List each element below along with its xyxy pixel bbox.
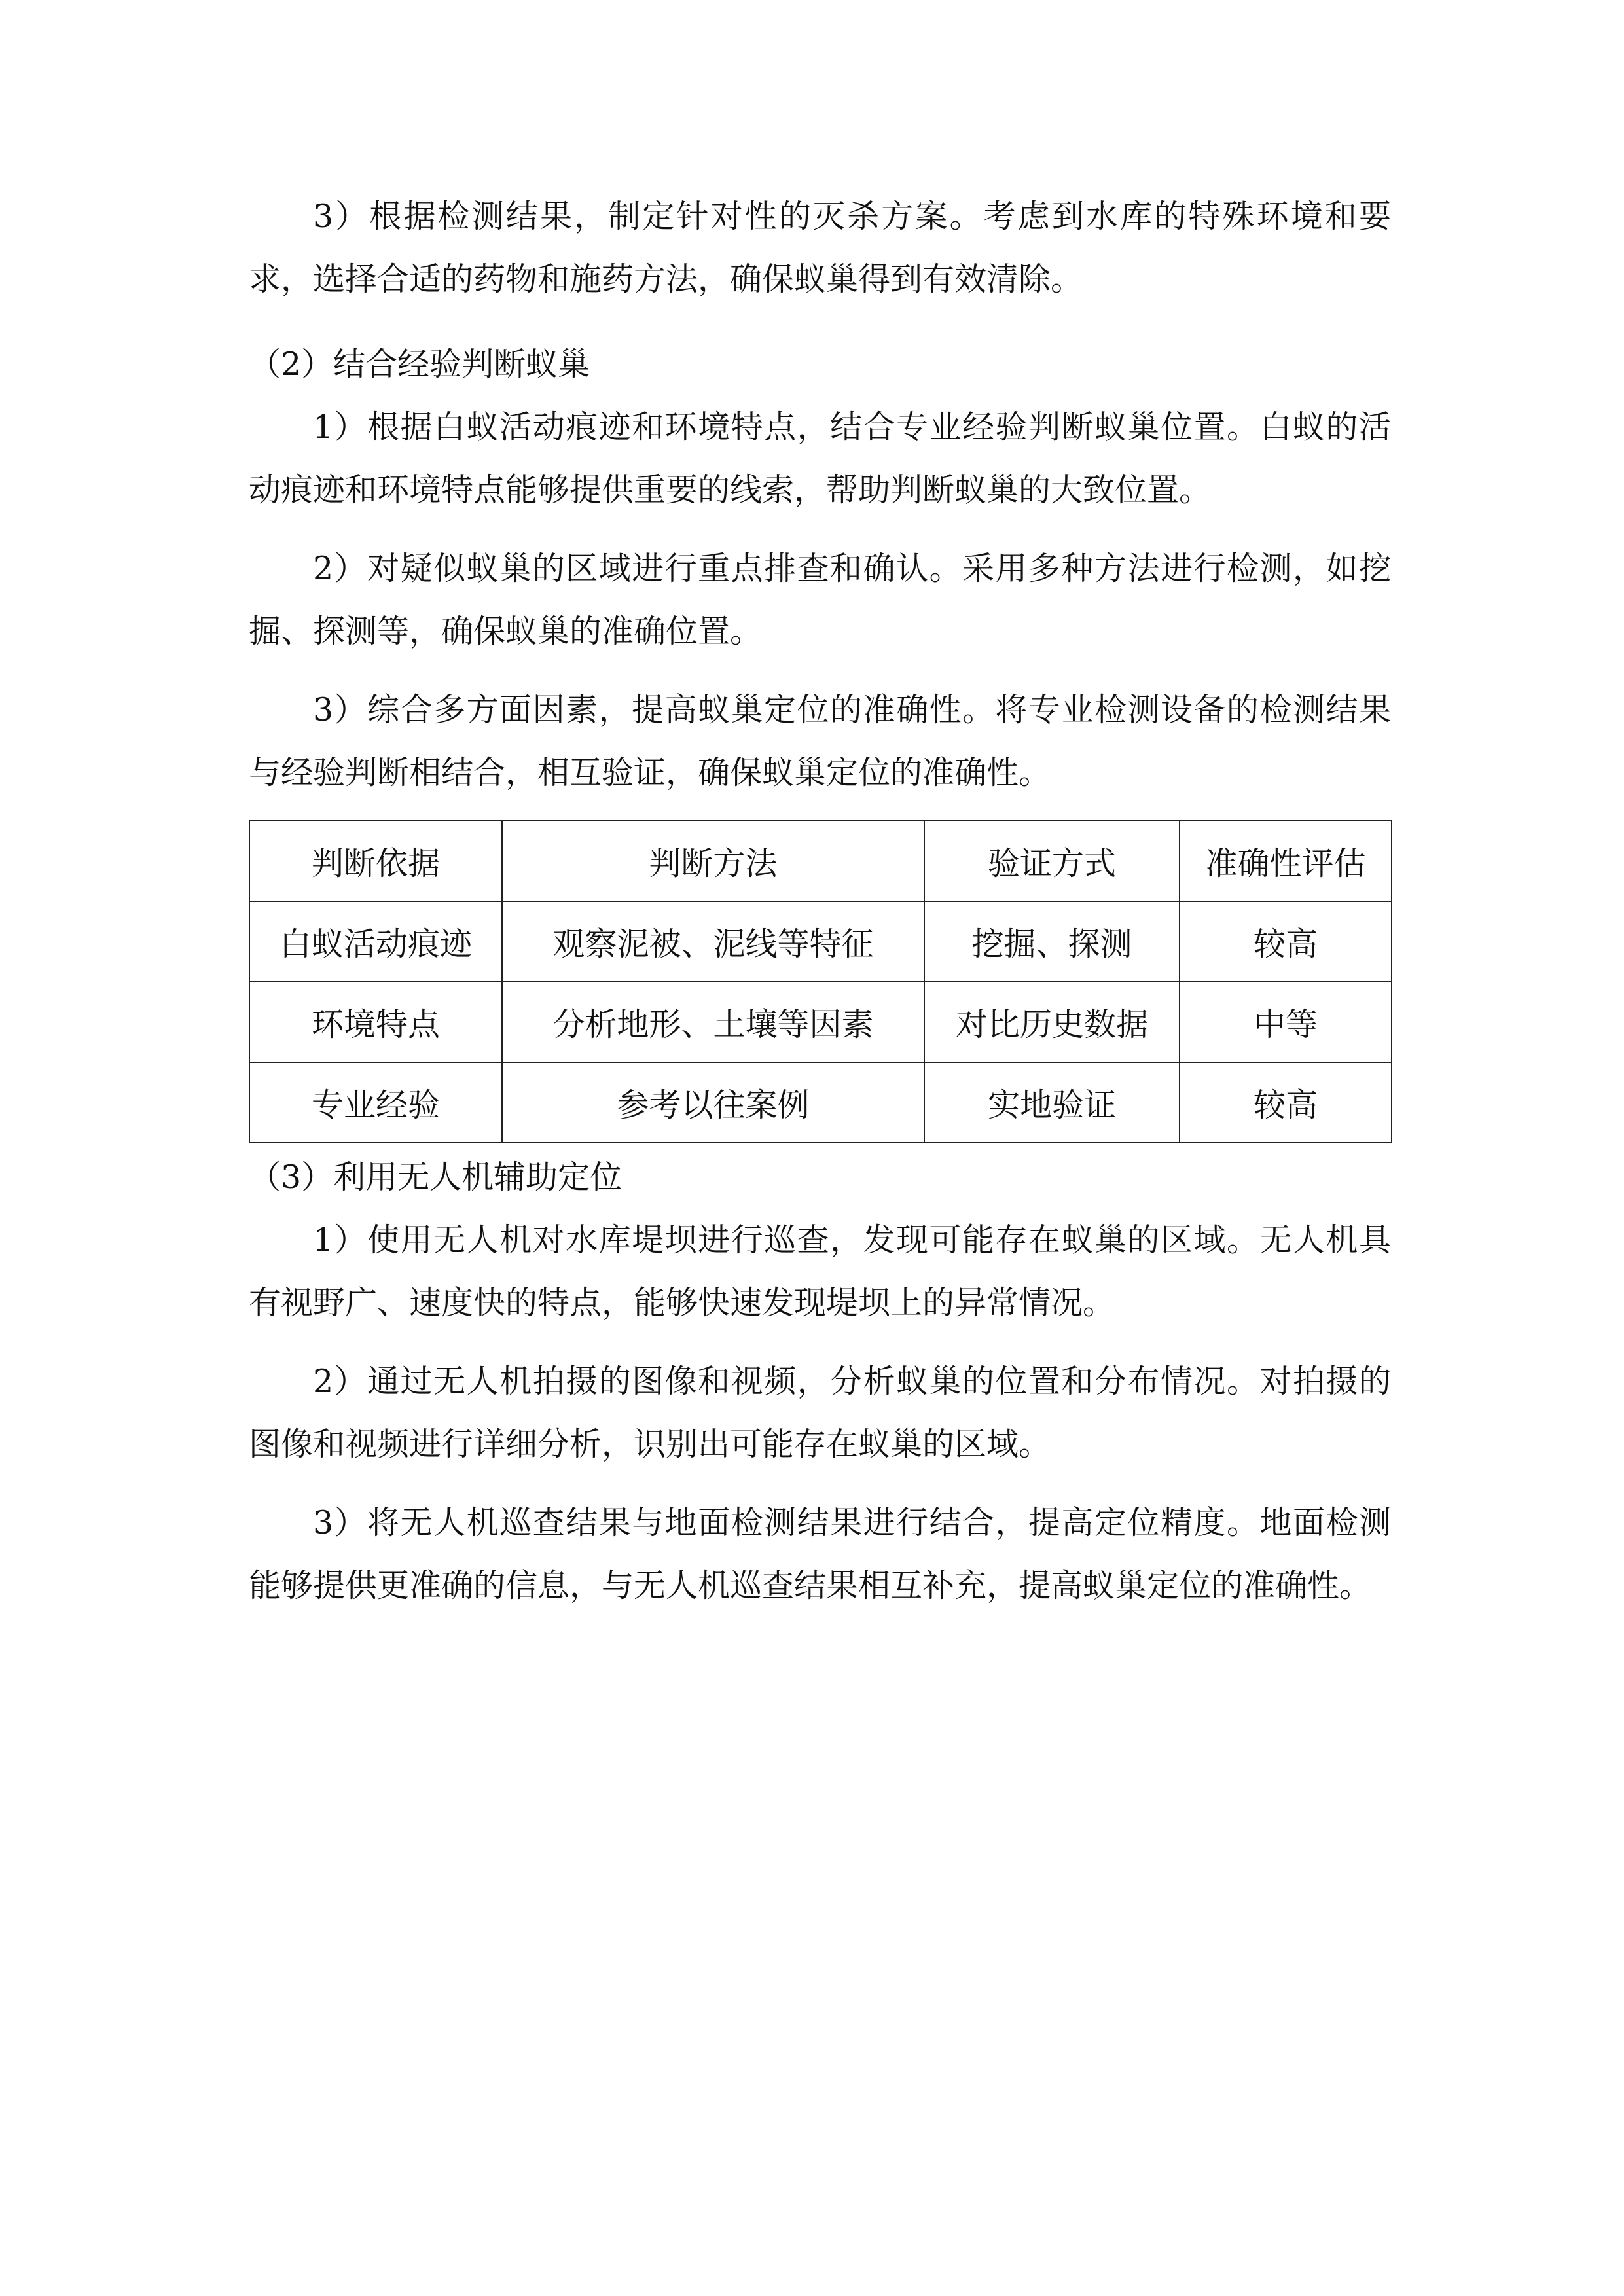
paragraph-drone-item-2: 2）通过无人机拍摄的图像和视频，分析蚁巢的位置和分布情况。对拍摄的图像和视频进行详细分析，识别出可能存在蚁巢的区域。	[249, 1363, 1391, 1463]
table-row	[249, 982, 1392, 1062]
table-cell: 较高	[1180, 1062, 1392, 1143]
section-heading-drone: （3）利用无人机辅助定位	[249, 1158, 623, 1196]
table-header-cell: 判断方法	[502, 821, 924, 901]
table-cell: 专业经验	[249, 1062, 502, 1143]
table-header-cell: 验证方式	[924, 821, 1180, 901]
table-cell: 分析地形、土壤等因素	[502, 982, 924, 1062]
table-row	[249, 901, 1392, 982]
paragraph-experience-item-2: 2）对疑似蚁巢的区域进行重点排查和确认。采用多种方法进行检测，如挖掘、探测等，确保蚁巢的准确位置。	[249, 550, 1391, 650]
table-cell: 中等	[1180, 982, 1392, 1062]
document-page	[249, 185, 1391, 1617]
table-header-cell: 判断依据	[249, 821, 502, 901]
judgment-table	[249, 820, 1392, 1143]
paragraph-experience-item-1: 1）根据白蚁活动痕迹和环境特点，结合专业经验判断蚁巢位置。白蚁的活动痕迹和环境特点能够提供重要的线索，帮助判断蚁巢的大致位置。	[249, 408, 1391, 509]
paragraph-drone-item-3: 3）将无人机巡查结果与地面检测结果进行结合，提高定位精度。地面检测能够提供更准确的信息，与无人机巡查结果相互补充，提高蚁巢定位的准确性。	[249, 1504, 1391, 1604]
table-cell: 环境特点	[249, 982, 502, 1062]
table-header-row	[249, 821, 1392, 901]
table-cell: 实地验证	[924, 1062, 1180, 1143]
table-cell: 对比历史数据	[924, 982, 1180, 1062]
table-cell: 参考以往案例	[502, 1062, 924, 1143]
paragraph-drone-item-1: 1）使用无人机对水库堤坝进行巡查，发现可能存在蚁巢的区域。无人机具有视野广、速度快的特点，能够快速发现堤坝上的异常情况。	[249, 1221, 1391, 1321]
table-header-cell: 准确性评估	[1180, 821, 1392, 901]
table-cell: 白蚁活动痕迹	[249, 901, 502, 982]
paragraph-experience-item-3: 3）综合多方面因素，提高蚁巢定位的准确性。将专业检测设备的检测结果与经验判断相结合，相互验证，确保蚁巢定位的准确性。	[249, 691, 1391, 791]
table-cell: 较高	[1180, 901, 1392, 982]
section-heading-experience: （2）结合经验判断蚁巢	[249, 346, 590, 383]
paragraph-item-3-plan: 3）根据检测结果，制定针对性的灭杀方案。考虑到水库的特殊环境和要求，选择合适的药物和施药方法，确保蚁巢得到有效清除。	[249, 198, 1391, 298]
table-cell: 挖掘、探测	[924, 901, 1180, 982]
table-row	[249, 1062, 1392, 1143]
table-cell: 观察泥被、泥线等特征	[502, 901, 924, 982]
